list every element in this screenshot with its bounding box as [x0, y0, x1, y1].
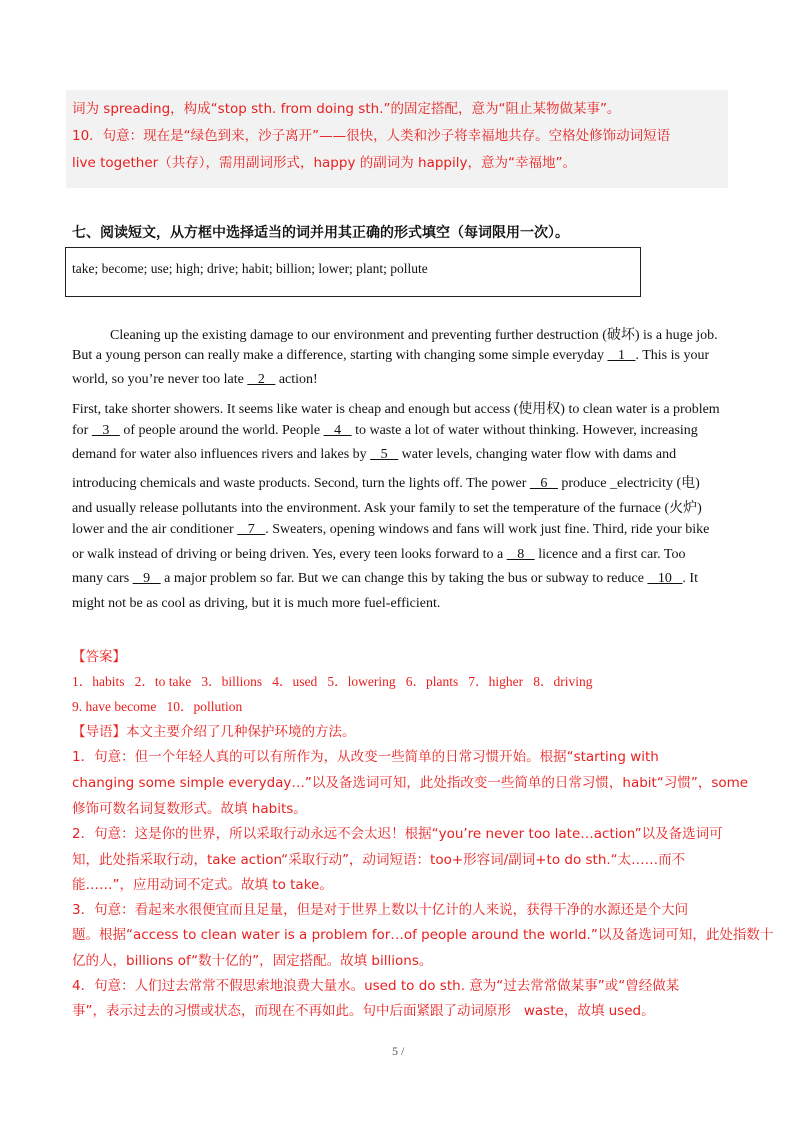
passage-line: demand for water also influences rivers and lakes by 5 water levels, changing water flow with dams and [72, 447, 677, 462]
blank-5[interactable]: 5 [370, 447, 399, 462]
passage-line: introducing chemicals and waste products. Second, turn the lights off. The power 6 produce _electricity (电) [72, 476, 700, 491]
explanation-line: 知，此处指采取行动，take action“采取行动”，动词短语：too+形容词/副词+to do sth.“太……而不 [72, 852, 686, 868]
blank-4[interactable]: 4 [323, 423, 352, 438]
explanation-line: 4．句意：人们过去常常不假思索地浪费大量水。used to do sth. 意为“过去常常做某事”或“曾经做某 [72, 978, 680, 994]
explanation-line: 3．句意：看起来水很便宜而且足量，但是对于世界上数以十亿计的人来说，获得干净的水源还是个大问 [72, 902, 689, 918]
passage-line: for 3 of people around the world. People 4 to waste a lot of water without thinking. However, increasing [72, 423, 698, 438]
passage-line: might not be as cool as driving, but it is much more fuel-efficient. [72, 596, 441, 611]
explanation-line: 亿的人，billions of“数十亿的”，固定搭配。故填 billions。 [72, 953, 433, 969]
explanation-line: 事”，表示过去的习惯或状态，而现在不再如此。句中后面紧跟了动词原形 waste，故填 used。 [72, 1003, 655, 1019]
explanation-line: 修饰可数名词复数形式。故填 habits。 [72, 801, 307, 817]
explanation-line: changing some simple everyday…”以及备选词可知，此处指改变一些简单的日常习惯，habit“习惯”，some [72, 775, 749, 791]
blank-9[interactable]: 9 [132, 571, 161, 586]
explanation-line: 题。根据“access to clean water is a problem for…of people around the world.”以及备选词可知，此处指数十 [72, 927, 774, 943]
passage-line: First, take shorter showers. It seems like water is cheap and enough but access (使用权) to clean water is a problem [72, 402, 720, 417]
blank-6[interactable]: 6 [529, 476, 558, 491]
passage-line: world, so you’re never too late 2 action! [72, 372, 318, 387]
guide-label: 【导语】本文主要介绍了几种保护环境的方法。 [72, 724, 356, 740]
explanation-line: live together（共存），需用副词形式，happy 的副词为 happily，意为“幸福地”。 [72, 155, 576, 171]
explanation-line: 2．句意：这是你的世界，所以采取行动永远不会太迟！根据“you’re never too late…action”以及备选词可 [72, 826, 723, 842]
explanation-line: 能……”，应用动词不定式。故填 to take。 [72, 877, 333, 893]
passage-line: or walk instead of driving or being driven. Yes, every teen looks forward to a 8 licence and a first car. Too [72, 547, 686, 562]
answer-row: 9. have become 10．pollution [72, 699, 243, 714]
passage-line: lower and the air conditioner 7 . Sweaters, opening windows and fans will work just fine. Third, ride your bike [72, 522, 710, 537]
answer-label: 【答案】 [72, 649, 126, 665]
blank-2[interactable]: 2 [247, 372, 276, 387]
blank-10[interactable]: 10 [647, 571, 683, 586]
passage-line: Cleaning up the existing damage to our environment and preventing further destruction (破坏) is a huge job. [110, 328, 718, 343]
passage-line: many cars 9 a major problem so far. But we can change this by taking the bus or subway to reduce 10 . It [72, 571, 698, 586]
explanation-line: 1．句意：但一个年轻人真的可以有所作为，从改变一些简单的日常习惯开始。根据“starting with [72, 749, 659, 765]
blank-3[interactable]: 3 [91, 423, 120, 438]
section-heading: 七、阅读短文，从方框中选择适当的词并用其正确的形式填空（每词限用一次）。 [72, 225, 569, 241]
blank-7[interactable]: 7 [237, 522, 266, 537]
passage-line: But a young person can really make a difference, starting with changing some simple everyday 1 . This is your [72, 348, 710, 363]
page-number: 5 / [392, 1044, 405, 1058]
explanation-line: 词为 spreading，构成“stop sth. from doing sth.”的固定搭配，意为“阻止某物做某事”。 [72, 101, 621, 117]
blank-8[interactable]: 8 [506, 547, 535, 562]
blank-1[interactable]: 1 [607, 348, 636, 363]
passage-line: and usually release pollutants into the environment. Ask your family to set the temperature of the furnace (火炉) [72, 501, 702, 516]
answer-row: 1．habits 2．to take 3．billions 4．used 5．lowering 6．plants 7．higher 8．driving [72, 674, 593, 689]
word-bank-box: take; become; use; high; drive; habit; billion; lower; plant; pollute [65, 247, 641, 297]
explanation-line: 10．句意：现在是“绿色到来，沙子离开”——很快，人类和沙子将幸福地共存。空格处修饰动词短语 [72, 128, 671, 144]
